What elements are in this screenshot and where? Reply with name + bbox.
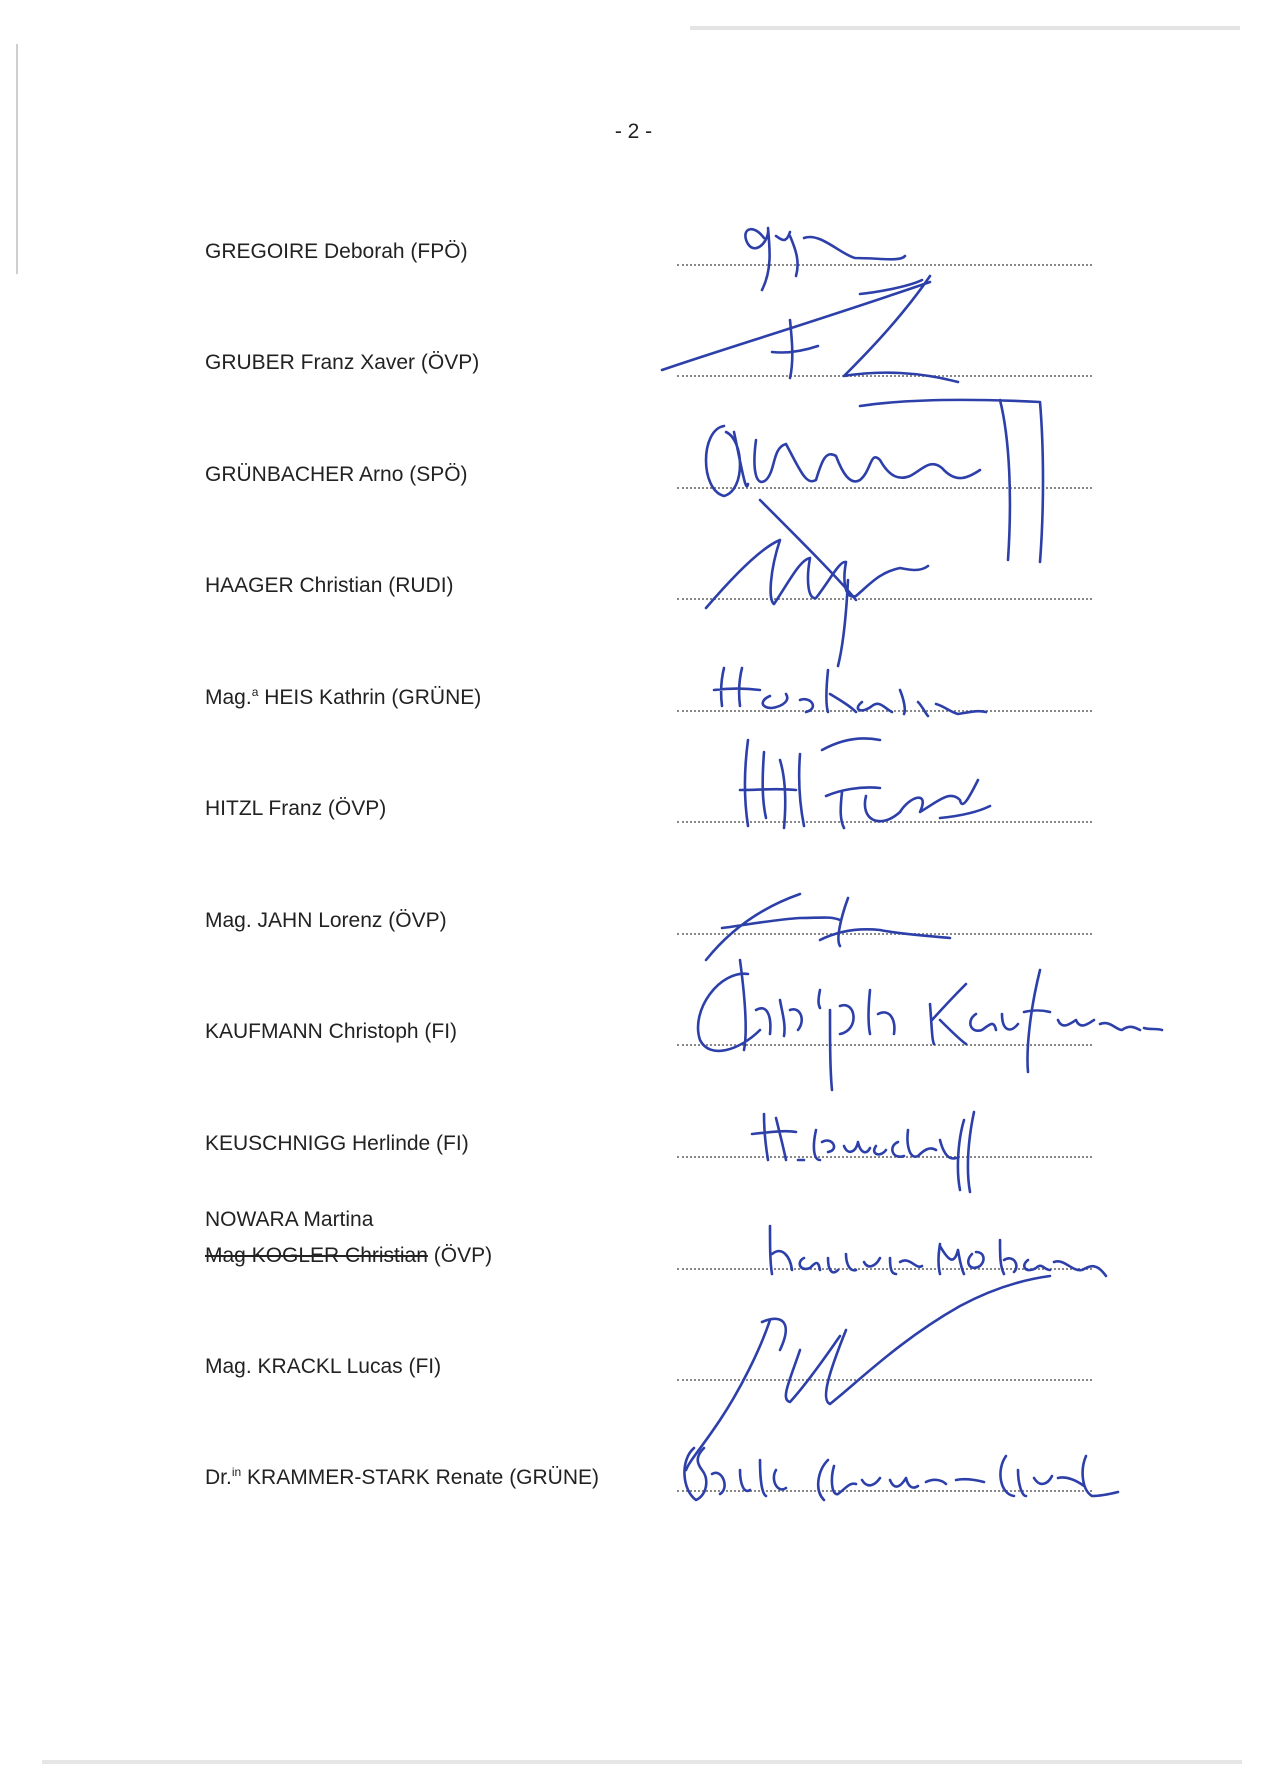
signature-line: [677, 1044, 1092, 1046]
signature-line: [677, 264, 1092, 266]
signatory-name: GRÜNBACHER Arno (SPÖ): [205, 463, 468, 486]
signature-line: [677, 598, 1092, 600]
signature-line: [677, 487, 1092, 489]
signatory-name: NOWARA Martina: [205, 1208, 374, 1231]
signature-row: [205, 433, 1095, 493]
scan-edge-top: [690, 26, 1240, 30]
signature-line: [677, 1156, 1092, 1158]
scan-edge-bottom: [42, 1760, 1242, 1764]
signature-line: [677, 1268, 1092, 1270]
scan-edge-left: [16, 44, 18, 274]
signatory-name: HITZL Franz (ÖVP): [205, 797, 387, 820]
signature-line: [677, 375, 1092, 377]
signature-row: [205, 879, 1095, 939]
signature-line: [677, 1490, 1092, 1492]
signature-row: [205, 990, 1095, 1050]
signatory-name: KEUSCHNIGG Herlinde (FI): [205, 1132, 469, 1155]
signature-line: [677, 1379, 1092, 1381]
signature-row: [205, 1325, 1095, 1385]
signature-line: [677, 710, 1092, 712]
signature-line: [677, 821, 1092, 823]
signature-row: [205, 1179, 1095, 1274]
signature-row: [205, 1436, 1095, 1496]
signature-row: [205, 1102, 1095, 1162]
struck-name: Mag KOGLER Christian: [205, 1244, 428, 1267]
signatory-name: KAUFMANN Christoph (FI): [205, 1020, 458, 1043]
signatory-name: Mag. JAHN Lorenz (ÖVP): [205, 909, 447, 932]
signature-row: [205, 767, 1095, 827]
signatory-name: Mag.$^a$ HEIS Kathrin (GRÜNE): [205, 685, 482, 709]
signature-line: [677, 933, 1092, 935]
signature-row: [205, 656, 1095, 716]
page-number: - 2 -: [614, 120, 653, 143]
signatory-name: GRUBER Franz Xaver (ÖVP): [205, 351, 480, 374]
signature-row: [205, 544, 1095, 604]
signature-row: [205, 321, 1095, 381]
signatory-name-amended: Mag KOGLER Christian (ÖVP): [205, 1244, 493, 1267]
signatory-name: HAAGER Christian (RUDI): [205, 574, 454, 597]
signature-row: [205, 210, 1095, 270]
signatory-name: GREGOIRE Deborah (FPÖ): [205, 240, 468, 263]
signatory-name: Mag. KRACKL Lucas (FI): [205, 1355, 442, 1378]
signatory-name: Dr.$^{in}$ KRAMMER-STARK Renate (GRÜNE): [205, 1465, 600, 1489]
